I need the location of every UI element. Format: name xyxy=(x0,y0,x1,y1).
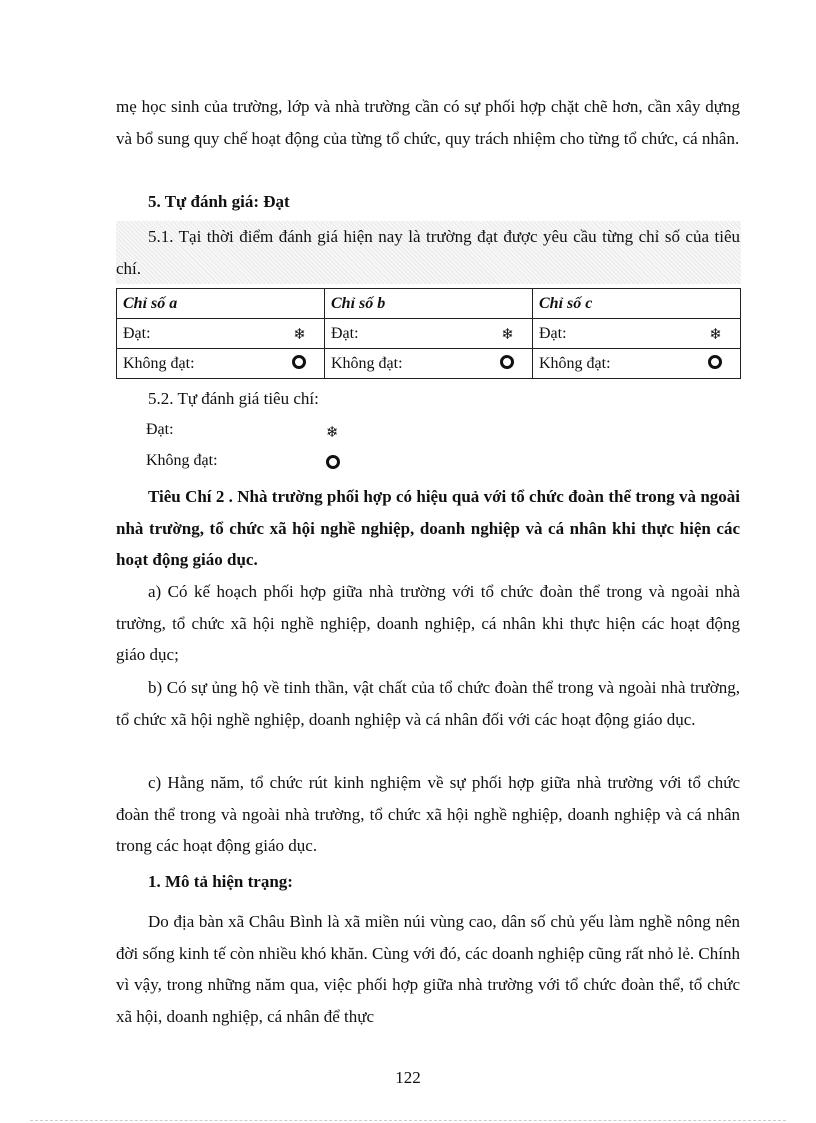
table-row-pass xyxy=(117,319,741,349)
criteria-table xyxy=(116,288,741,379)
table-header-row xyxy=(117,289,741,319)
ring-icon[interactable] xyxy=(292,355,306,369)
table-row-fail xyxy=(117,349,741,379)
fail-label: Không đạt: xyxy=(539,354,611,372)
item-b: b) Có sự ủng hộ về tinh thần, vật chất của tổ chức đoàn thể trong và ngoài nhà trường, tổ chức xã hội nghề nghiệp, doanh nghiệp và cá nhân đối với các hoạt động giáo dục. xyxy=(116,678,740,729)
section-1-body: Do địa bàn xã Châu Bình là xã miền núi vùng cao, dân số chủ yếu làm nghề nông nên đời sống kinh tế còn nhiều khó khăn. Cùng với đó, các doanh nghiệp cũng rất nhỏ lẻ. Chính vì vậy, trong những năm qua, việc phối hợp giữa nhà trường với tổ chức đoàn thể, tổ chức xã hội, doanh nghiệp, cá nhân để thực xyxy=(116,912,740,1026)
cell-fail-b xyxy=(325,349,533,379)
cell-fail-a xyxy=(117,349,325,379)
item-c: c) Hằng năm, tổ chức rút kinh nghiệm về sự phối hợp giữa nhà trường với tổ chức đoàn thể trong và ngoài nhà trường, tổ chức xã hội nghề nghiệp, doanh nghiệp và cá nhân trong các hoạt động giáo dục. xyxy=(116,773,740,855)
snowflake-checkbox-icon[interactable]: ❄ xyxy=(501,324,514,343)
ring-icon[interactable] xyxy=(326,455,340,469)
criterion-2-title: Tiêu Chí 2 . Nhà trường phối hợp có hiệu quả với tổ chức đoàn thể trong và ngoài nhà trường, tổ chức xã hội nghề nghiệp, doanh nghiệp và cá nhân khi thực hiện các hoạt động giáo dục. xyxy=(116,487,740,569)
pass-label: Đạt: xyxy=(123,324,151,342)
fail-label: Không đạt: xyxy=(331,354,403,372)
item-a: a) Có kế hoạch phối hợp giữa nhà trường với tổ chức đoàn thể trong và ngoài nhà trường, tổ chức xã hội nghề nghiệp, doanh nghiệp, cá nhân khi thực hiện các hoạt động giáo dục; xyxy=(116,582,740,664)
overall-pass-row xyxy=(146,421,339,441)
snowflake-checkbox-icon[interactable]: ❄ xyxy=(709,324,722,343)
overall-pass-label: Đạt: xyxy=(146,421,174,438)
self-eval-heading: 5. Tự đánh giá: Đạt xyxy=(148,192,290,211)
header-index-c: Chỉ số c xyxy=(533,289,741,319)
cell-pass-a xyxy=(117,319,325,349)
overall-fail-row xyxy=(146,452,218,470)
item-5-1: 5.1. Tại thời điểm đánh giá hiện nay là trường đạt được yêu cầu từng chỉ số của tiêu chí. xyxy=(116,227,740,278)
item-5-2: 5.2. Tự đánh giá tiêu chí: xyxy=(148,389,319,408)
overall-fail-label: Không đạt: xyxy=(146,452,218,469)
page-number: 122 xyxy=(395,1068,421,1087)
snowflake-checkbox-icon[interactable]: ❄ xyxy=(326,423,339,441)
ring-icon[interactable] xyxy=(500,355,514,369)
fail-label: Không đạt: xyxy=(123,354,195,372)
footer-divider xyxy=(30,1120,786,1121)
snowflake-checkbox-icon[interactable]: ❄ xyxy=(293,324,306,343)
section-1-heading: 1. Mô tả hiện trạng: xyxy=(148,872,293,891)
cell-pass-c xyxy=(533,319,741,349)
cell-pass-b xyxy=(325,319,533,349)
header-index-b: Chỉ số b xyxy=(325,289,533,319)
cell-fail-c xyxy=(533,349,741,379)
ring-icon[interactable] xyxy=(708,355,722,369)
intro-paragraph: mẹ học sinh của trường, lớp và nhà trường cần có sự phối hợp chặt chẽ hơn, cần xây dựng và bổ sung quy chế hoạt động của từng tổ chức, quy trách nhiệm cho từng tổ chức, cá nhân. xyxy=(116,97,740,148)
pass-label: Đạt: xyxy=(331,324,359,342)
pass-label: Đạt: xyxy=(539,324,567,342)
header-index-a: Chỉ số a xyxy=(117,289,325,319)
